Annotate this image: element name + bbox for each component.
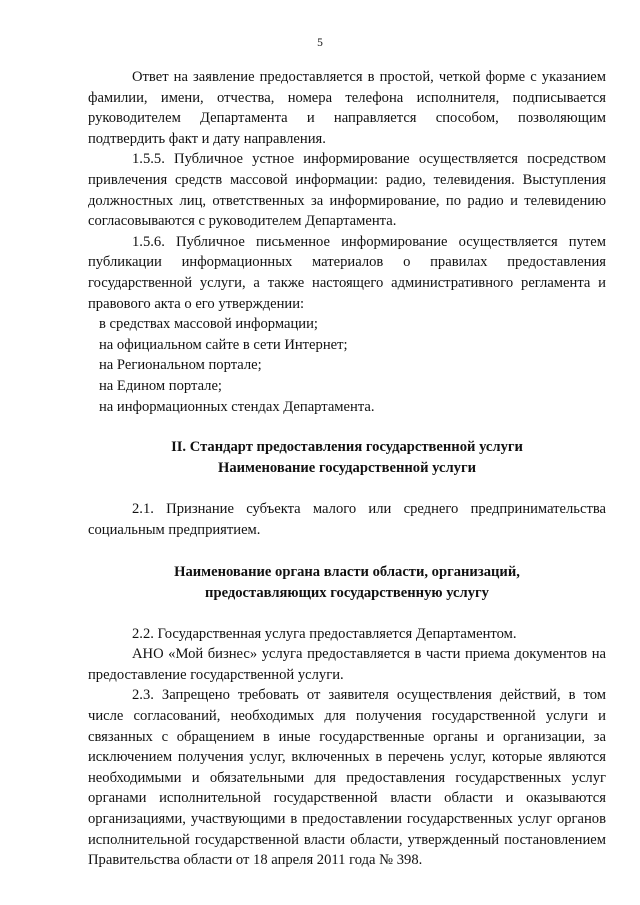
section-heading: предоставляющих государственную услугу: [205, 585, 489, 602]
section-spacer: [88, 540, 606, 562]
list-item: на Региональном портале;: [99, 357, 262, 374]
paragraph: Ответ на заявление предоставляется в простой, четкой форме с указанием фамилии, имени, отчества, номера телефона исполнителя, подписывается руководителем Департамента и направляется способом, позволяющим подтвердить факт и дату направления.: [88, 69, 606, 147]
list-item: в средствах массовой информации;: [99, 316, 318, 333]
paragraph: 2.2. Государственная услуга предоставляется Департаментом.: [132, 625, 517, 642]
paragraph: 1.5.6. Публичное письменное информирование осуществляется путем публикации информационных материалов о правилах предоставления государственной услуги, а также настоящего административного регламента и правового акта о его утверждении:: [88, 233, 606, 312]
section-spacer: [88, 604, 606, 624]
list-item: на Едином портале;: [99, 377, 222, 394]
list-item: на официальном сайте в сети Интернет;: [99, 336, 348, 353]
paragraph: АНО «Мой бизнес» услуга предоставляется в части приема документов на предоставление государственной услуги.: [88, 646, 606, 683]
paragraph: 1.5.5. Публичное устное информирование осуществляется посредством привлечения средств массовой информации: радио, телевидения. Выступления должностных лиц, ответственных за информирование, по радио и телевидению согласовываются с руководителем Департамента.: [88, 151, 606, 230]
paragraph: 2.3. Запрещено требовать от заявителя осуществления действий, в том числе согласований, необходимых для получения государственной услуги и связанных с обращением в иные государственные органы и организации, за исключением получения услуг, включенных в перечень услуг, которые являются необходимыми и обязательными для предоставления государственных услуг органами исполнительной государственной власти области и оказываются организациями, участвующими в предоставлении государственных услуг органов исполнительной государственной власти области, утвержденный постановлением Правительства области от 18 апреля 2011 года № 398.: [88, 687, 606, 869]
section-heading: Наименование государственной услуги: [218, 459, 476, 476]
section-spacer: [88, 417, 606, 437]
document-body: [88, 67, 606, 871]
page-number: 5: [317, 37, 323, 49]
list-item: на информационных стендах Департамента.: [99, 398, 375, 415]
section-heading: Наименование органа власти области, организаций,: [174, 564, 520, 581]
section-spacer: [88, 478, 606, 499]
paragraph: 2.1. Признание субъекта малого или среднего предпринимательства социальным предприятием.: [88, 501, 606, 538]
section-heading: II. Стандарт предоставления государственной услуги: [171, 439, 523, 456]
